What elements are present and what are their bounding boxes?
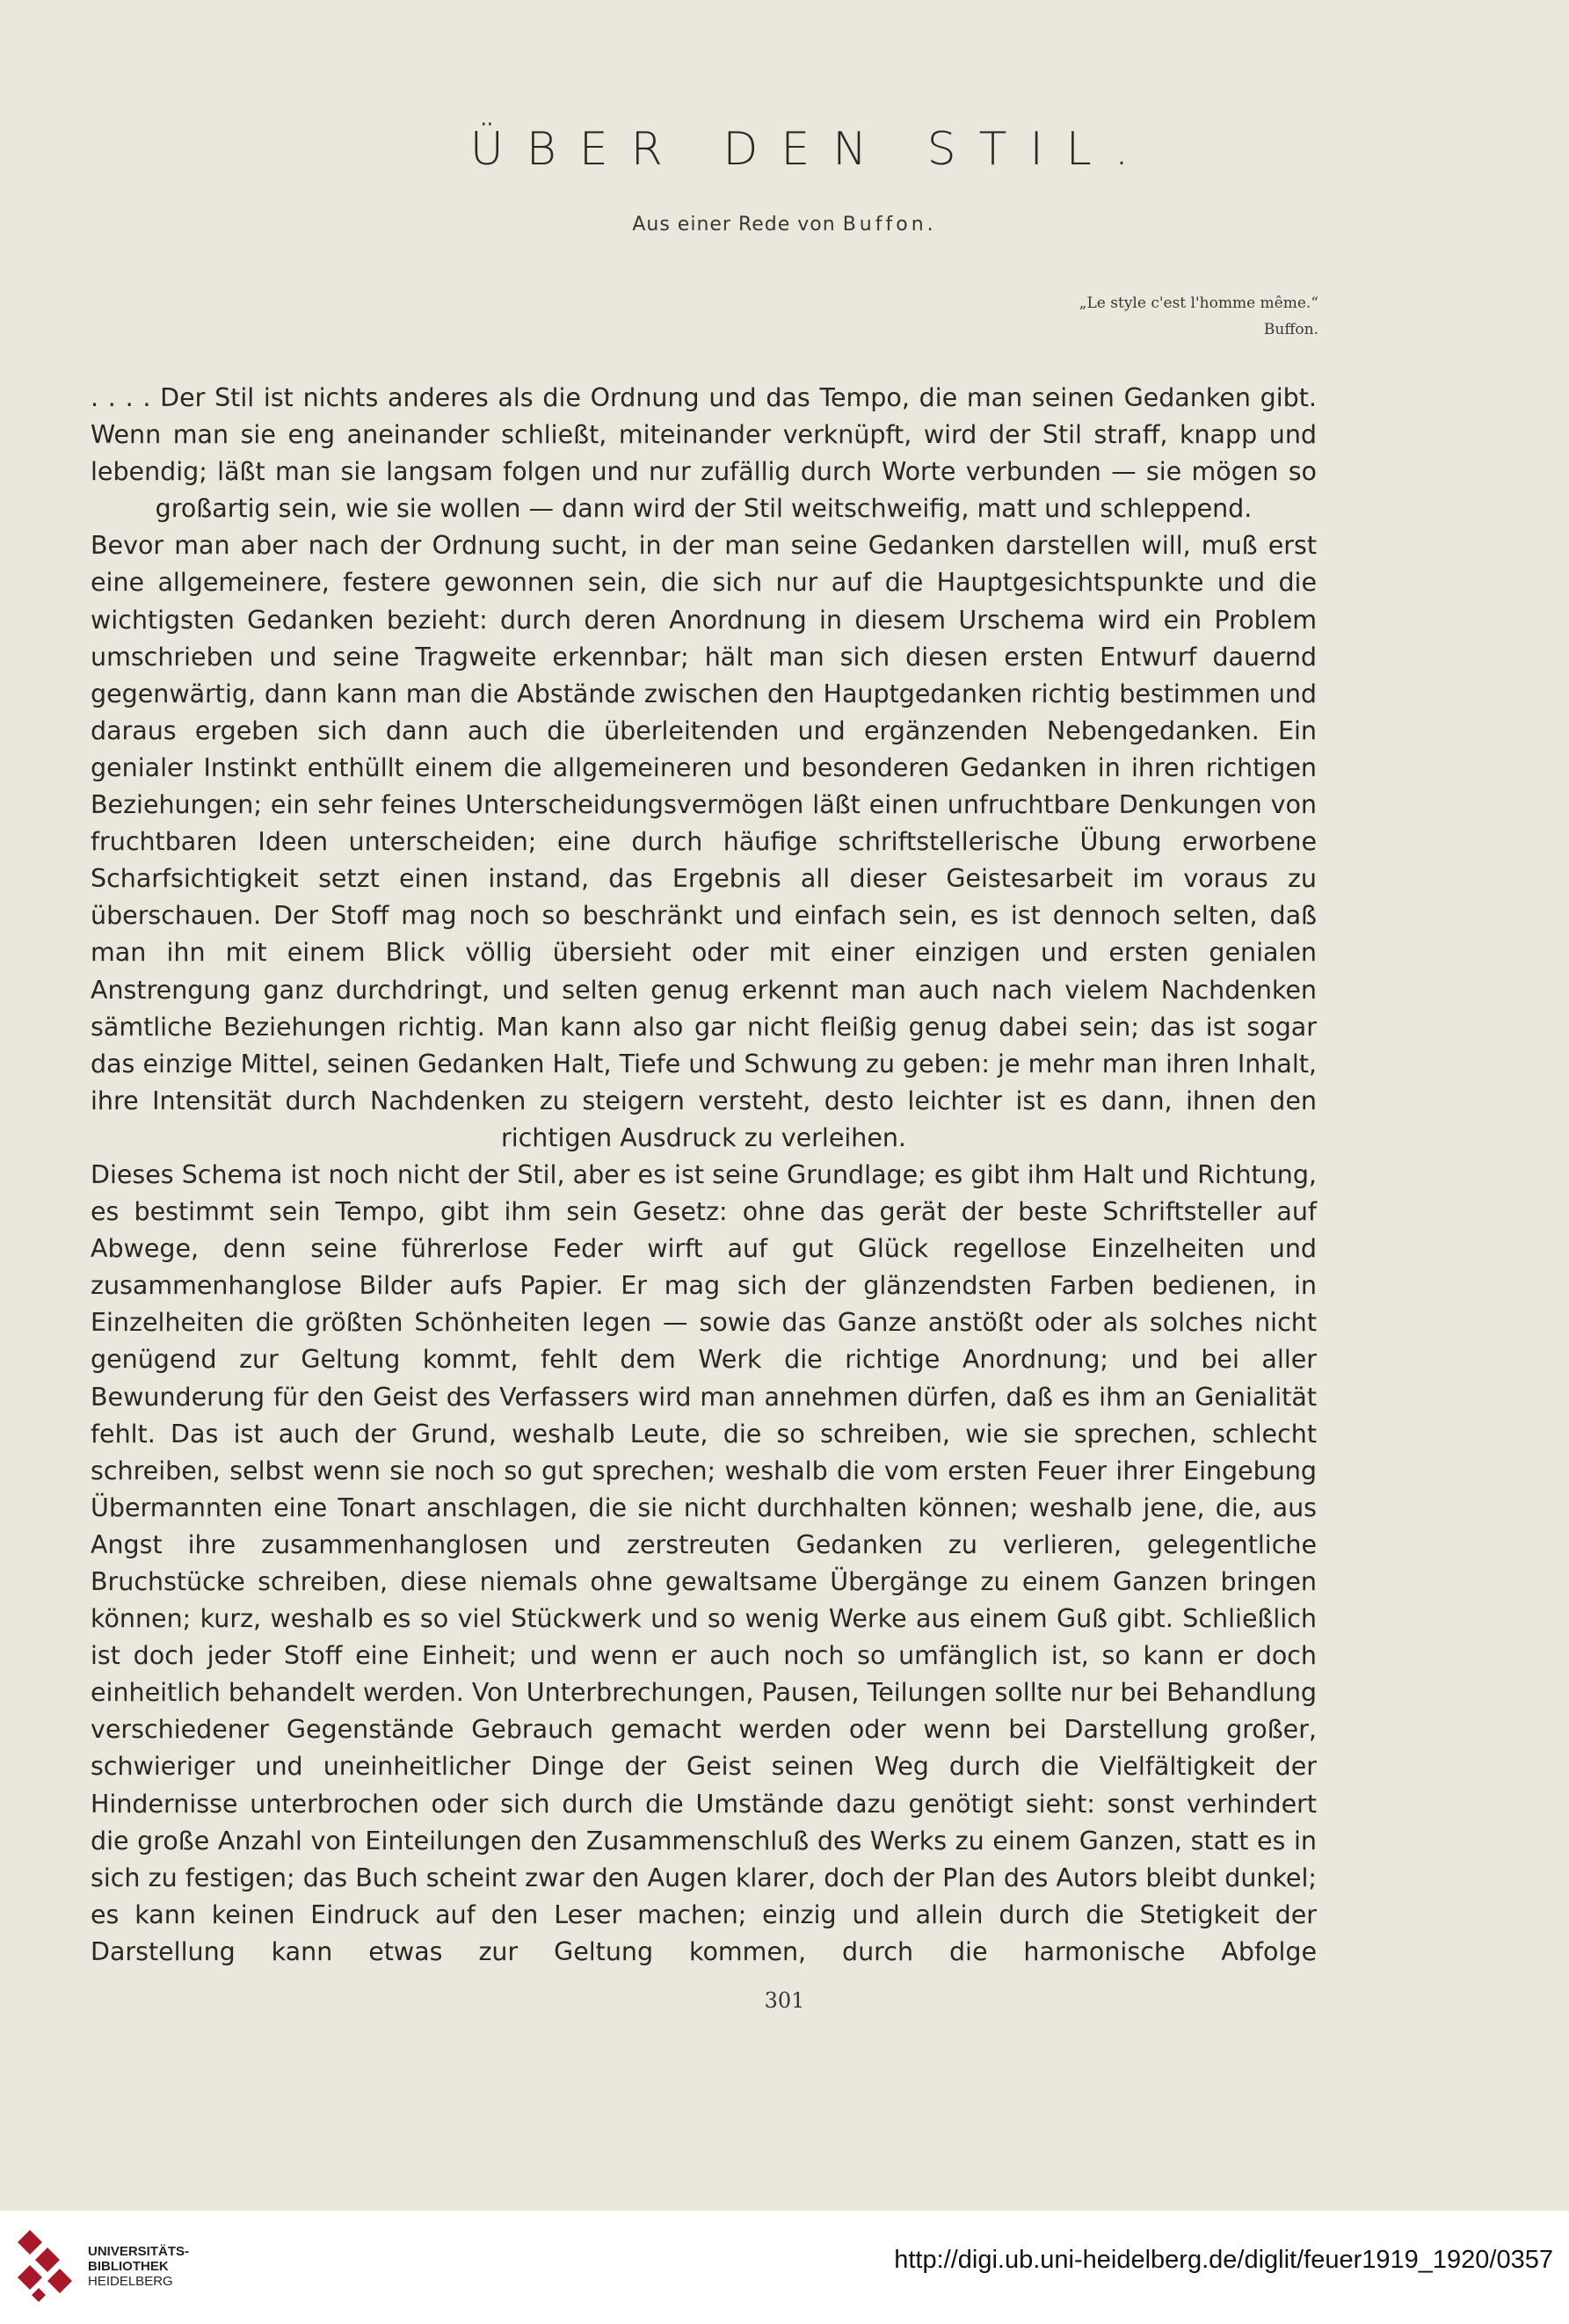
subtitle-author: Buffon. xyxy=(842,214,937,236)
paragraph-2: Bevor man aber nach der Ordnung sucht, in der man seine Gedanken darstellen will, muß erst eine allgemeinere, festere gewonnen sein, die sich nur auf die Hauptgesichtspunkte und die wichtigsten Gedanken bezieht: durch deren Anordnung in diesem Urschema wird ein Problem umschrieben und seine Tragweite erkennbar; hält man sich diesen ersten Entwurf dauernd gegenwärtig, dann kann man die Abstände zwischen den Hauptgedanken richtig bestimmen und daraus ergeben sich dann auch die überleitenden und ergänzenden Nebengedanken. Ein genialer Instinkt enthüllt einem die allgemeineren und besonderen Gedanken in ihren richtigen Beziehungen; ein sehr feines Unterscheidungsvermögen läßt einen unfruchtbare Denkungen von fruchtbaren Ideen unterscheiden; eine durch häufige schriftstellerische Übung erworbene Scharfsichtigkeit setzt einen instand, das Ergebnis all dieser Geistesarbeit im voraus zu überschauen. Der Stoff mag noch so beschränkt und einfach sein, es ist dennoch selten, daß man ihn mit einem Blick völlig übersieht oder mit einer einzigen und ersten genialen Anstrengung ganz durchdringt, und selten genug erkennt man auch nach vielem Nachdenken sämtliche Beziehungen richtig. Man kann also gar nicht fleißig genug dabei sein; das ist sogar das einzige Mittel, seinen Gedanken Halt, Tiefe und Schwung zu geben: je mehr man ihren Inhalt, ihre Intensität durch Nachdenken zu steigern versteht, desto leichter ist es dann, ihnen den richtigen Ausdruck zu verleihen. xyxy=(91,531,1317,1152)
university-library-logo-icon xyxy=(12,2230,77,2306)
paragraph-3: Dieses Schema ist noch nicht der Stil, aber es ist seine Grundlage; es gibt ihm Halt und Richtung, es bestimmt sein Tempo, gibt ihm sein Gesetz: ohne das gerät der beste Schriftsteller auf Abwege, denn seine führerlose Feder wirft auf gut Glück regellose Einzelheiten und zusammenhanglose Bilder aufs Papier. Er mag sich der glänzendsten Farben bedienen, in Einzelheiten die größten Schönheiten legen — sowie das Ganze anstößt oder als solches nicht genügend zur Geltung kommt, fehlt dem Werk die richtige Anordnung; und bei aller Bewunderung für den Geist des Verfassers wird man annehmen dürfen, daß es ihm an Genialität fehlt. Das ist auch der Grund, weshalb Leute, die so schreiben, wie sie sprechen, schlecht schreiben, selbst wenn sie noch so gut sprechen; weshalb die vom ersten Feuer ihrer Eingebung Übermannten eine Tonart anschlagen, die sie nicht durchhalten können; weshalb jene, die, aus Angst ihre zusammenhanglosen und zerstreuten Gedanken zu verlieren, gelegentliche Bruchstücke schreiben, diese niemals ohne gewaltsame Übergänge zu einem Ganzen bringen können; kurz, weshalb es so viel Stückwerk und so wenig Werke aus einem Guß gibt. Schließlich ist doch jeder Stoff eine Einheit; und wenn er auch noch so umfänglich ist, so kann er doch einheitlich behandelt werden. Von Unterbrechungen, Pausen, Teilungen sollte nur bei Behandlung verschiedener Gegenstände Gebrauch gemacht werden oder wenn bei Darstellung großer, schwieriger und uneinheitlicher Dinge der Geist seinen Weg durch die Vielfältigkeit der Hindernisse unterbrochen oder sich durch die Umstände dazu genötigt sieht: sonst verhindert die große Anzahl von Einteilungen den Zusammenschluß des Werks zu einem Ganzen, statt es in sich zu festigen; das Buch scheint zwar den Augen klarer, doch der Plan des Autors bleibt dunkel; es kann keinen Eindruck auf den Leser machen; einzig und allein durch die Stetigkeit der Darstellung kann etwas zur Geltung kommen, durch die harmonische Abfolge xyxy=(91,1159,1317,1966)
subtitle-prefix: Aus einer Rede von xyxy=(632,214,843,236)
library-name-line-1: UNIVERSITÄTS- xyxy=(88,2244,190,2259)
article-body xyxy=(91,380,1317,1971)
library-name xyxy=(88,2244,189,2289)
permalink-url[interactable]: http://digi.ub.uni-heidelberg.de/diglit/feuer1919_1920/0357 xyxy=(894,2246,1553,2274)
paragraph-1: . . . . Der Stil ist nichts anderes als die Ordnung und das Tempo, die man seinen Gedanken gibt. Wenn man sie eng aneinander schließt, miteinander verknüpft, wird der Stil straff, knapp und lebendig; läßt man sie langsam folgen und nur zufällig durch Worte verbunden — sie mögen so großartig sein, wie sie wollen — dann wird der Stil weitschweifig, matt und schleppend. xyxy=(91,383,1317,524)
epigraph-attribution: Buffon. xyxy=(1263,321,1318,338)
epigraph-quote: „Le style c'est l'homme même.“ xyxy=(1079,294,1318,312)
article-subtitle xyxy=(0,214,1569,236)
article-title: ÜBER DEN STIL. xyxy=(469,123,1152,176)
library-name-line-2: BIBLIOTHEK xyxy=(88,2259,169,2274)
epigraph xyxy=(1079,290,1318,343)
page-number: 301 xyxy=(764,1988,805,2013)
library-name-line-3: HEIDELBERG xyxy=(88,2274,173,2289)
footer-bar xyxy=(0,2211,1569,2324)
